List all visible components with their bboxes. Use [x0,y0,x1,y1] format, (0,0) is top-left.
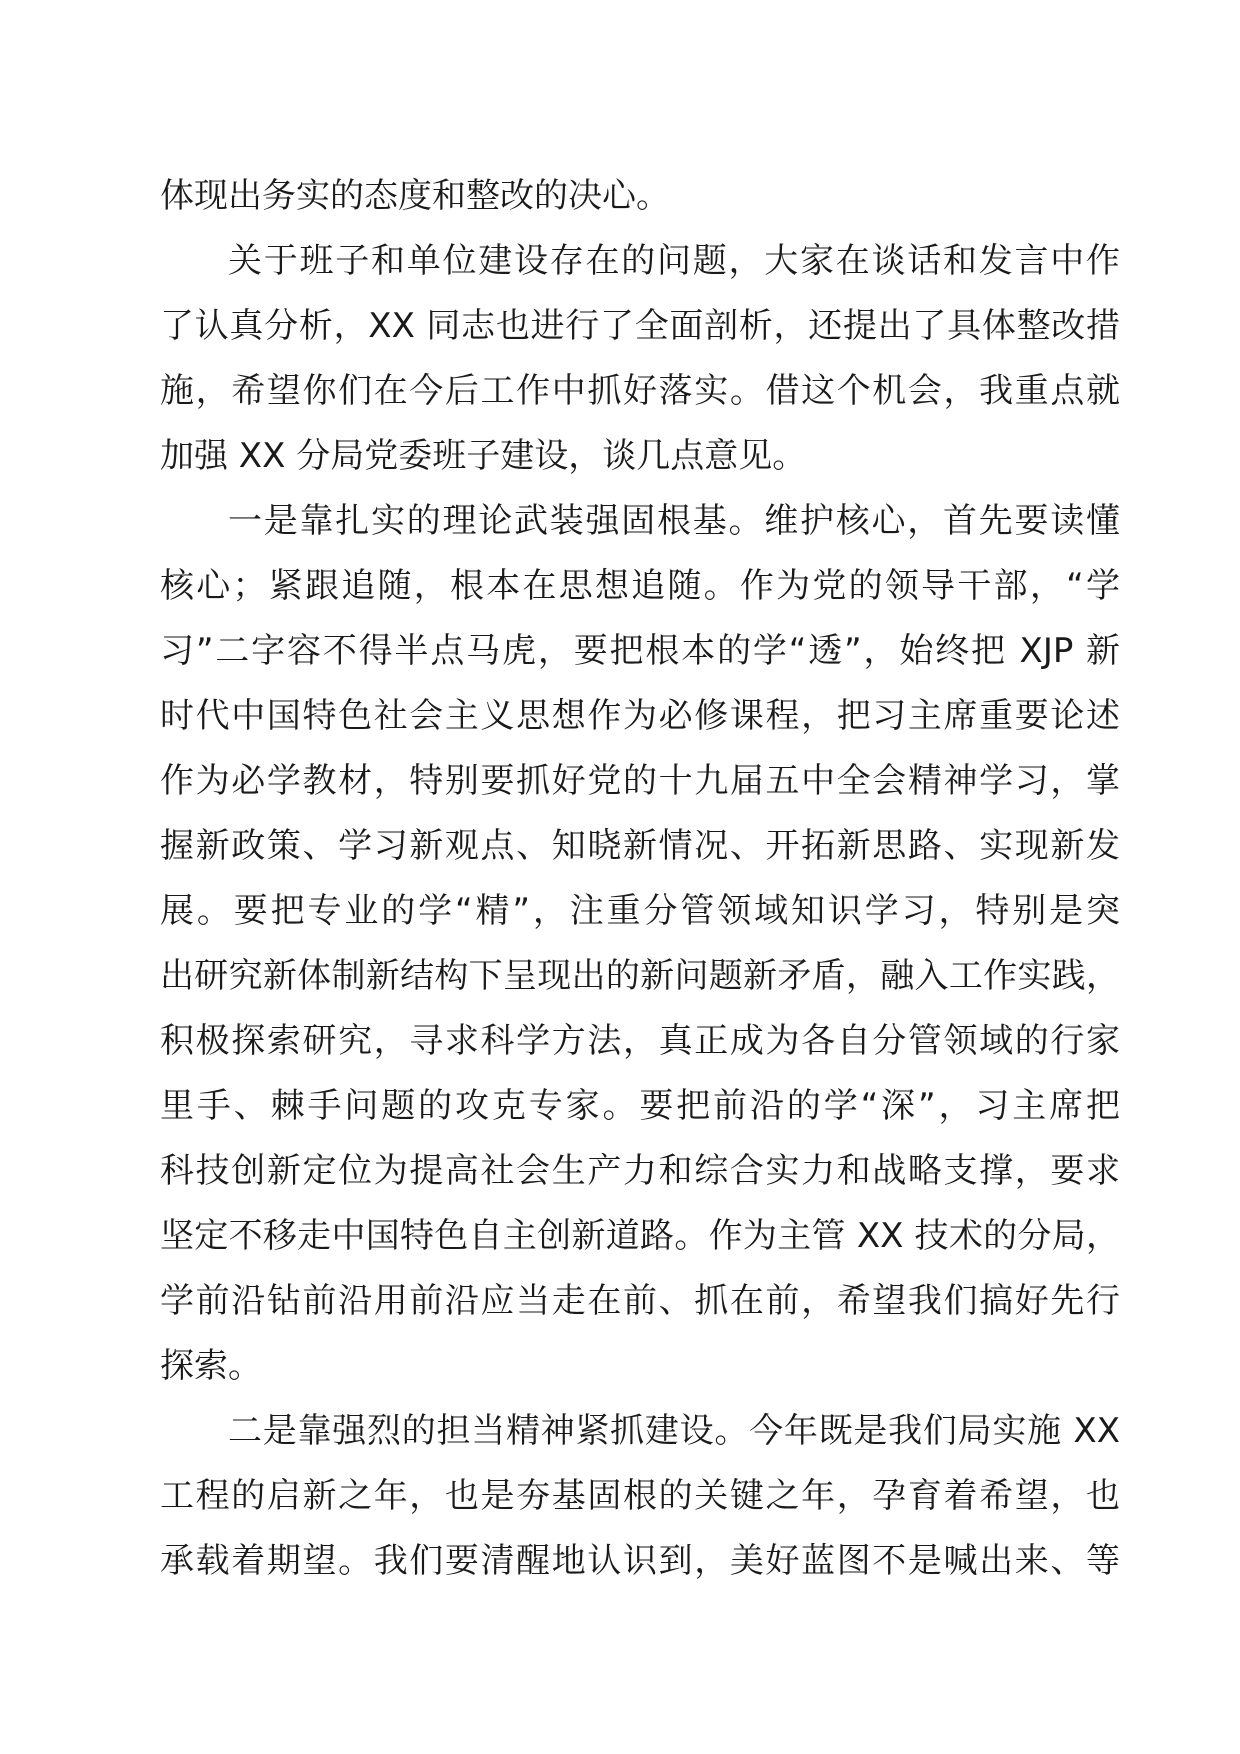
text-line: 里手、棘手问题的攻克专家。要把前沿的学“深”，习主席把 [160,1086,1120,1126]
text-line: 习”二字容不得半点马虎，要把根本的学“透”，始终把 XJP 新 [160,631,1120,671]
text-line: 施，希望你们在今后工作中抓好落实。借这个机会，我重点就 [160,371,1120,411]
text-line: 核心；紧跟追随，根本在思想追随。作为党的领导干部，“学 [160,566,1120,606]
text-line: 坚定不移走中国特色自主创新道路。作为主管 XX 技术的分局， [160,1216,1120,1256]
text-line: 了认真分析，XX 同志也进行了全面剖析，还提出了具体整改措 [160,306,1120,346]
text-line: 握新政策、学习新观点、知晓新情况、开拓新思路、实现新发 [160,826,1120,866]
text-line: 探索。 [160,1346,262,1386]
text-line: 承载着期望。我们要清醒地认识到，美好蓝图不是喊出来、等 [160,1541,1120,1581]
text-line: 工程的启新之年，也是夯基固根的关键之年，孕育着希望，也 [160,1476,1120,1516]
text-line: 学前沿钻前沿用前沿应当走在前、抓在前，希望我们搞好先行 [160,1281,1120,1321]
text-line: 时代中国特色社会主义思想作为必修课程，把习主席重要论述 [160,696,1120,736]
text-line: 出研究新体制新结构下呈现出的新问题新矛盾，融入工作实践， [160,956,1120,996]
text-line: 一是靠扎实的理论武装强固根基。维护核心，首先要读懂 [228,501,1120,541]
text-line: 关于班子和单位建设存在的问题，大家在谈话和发言中作 [228,241,1120,281]
text-line: 作为必学教材，特别要抓好党的十九届五中全会精神学习，掌 [160,761,1120,801]
text-line: 体现出务实的态度和整改的决心。 [160,176,670,216]
document-body [160,164,1120,1594]
text-line: 展。要把专业的学“精”，注重分管领域知识学习，特别是突 [160,891,1120,931]
text-line: 加强 XX 分局党委班子建设，谈几点意见。 [160,436,807,476]
text-line: 二是靠强烈的担当精神紧抓建设。今年既是我们局实施 XX [228,1411,1120,1451]
text-line: 积极探索研究，寻求科学方法，真正成为各自分管领域的行家 [160,1021,1120,1061]
text-line: 科技创新定位为提高社会生产力和综合实力和战略支撑，要求 [160,1151,1120,1191]
